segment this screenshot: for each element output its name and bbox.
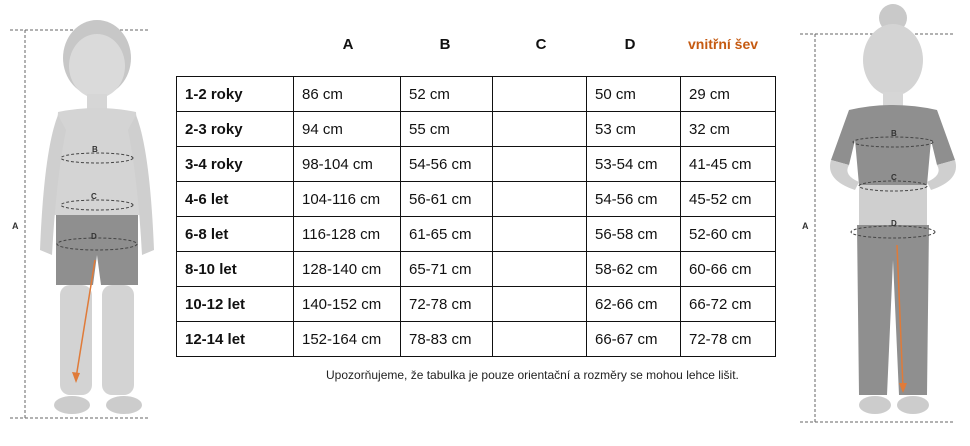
cell-b: 78-83 cm — [401, 322, 493, 357]
table-row — [177, 322, 776, 357]
table-row — [177, 112, 776, 147]
size-table-body — [177, 77, 776, 357]
cell-b: 52 cm — [401, 77, 493, 112]
cell-d: 50 cm — [587, 77, 681, 112]
cell-inseam: 66-72 cm — [681, 287, 776, 322]
cell-inseam: 60-66 cm — [681, 252, 776, 287]
cell-c — [493, 112, 587, 147]
cell-a: 152-164 cm — [294, 322, 401, 357]
cell-inseam: 45-52 cm — [681, 182, 776, 217]
label-c-left: C — [91, 192, 97, 201]
column-header-b: B — [439, 36, 451, 53]
age-cell: 2-3 roky — [177, 112, 294, 147]
cell-inseam: 72-78 cm — [681, 322, 776, 357]
cell-inseam: 41-45 cm — [681, 147, 776, 182]
cell-a: 104-116 cm — [294, 182, 401, 217]
cell-a: 98-104 cm — [294, 147, 401, 182]
table-row — [177, 147, 776, 182]
label-b-right: B — [891, 129, 897, 138]
disclaimer-note: Upozorňujeme, že tabulka je pouze orientační a rozměry se mohou lehce lišit. — [326, 368, 739, 382]
table-row — [177, 217, 776, 252]
column-header-d: D — [624, 36, 636, 53]
cell-c — [493, 217, 587, 252]
age-cell: 10-12 let — [177, 287, 294, 322]
label-a-right: A — [802, 221, 809, 231]
cell-d: 53 cm — [587, 112, 681, 147]
column-header-inseam: vnitřní šev — [687, 36, 759, 52]
label-d-right: D — [891, 219, 897, 228]
cell-c — [493, 77, 587, 112]
age-cell: 3-4 roky — [177, 147, 294, 182]
girl-figure — [785, 0, 970, 446]
cell-a: 94 cm — [294, 112, 401, 147]
cell-b: 56-61 cm — [401, 182, 493, 217]
cell-b: 65-71 cm — [401, 252, 493, 287]
cell-b: 72-78 cm — [401, 287, 493, 322]
cell-inseam: 52-60 cm — [681, 217, 776, 252]
cell-b: 55 cm — [401, 112, 493, 147]
column-headers — [176, 36, 778, 58]
cell-d: 54-56 cm — [587, 182, 681, 217]
cell-d: 58-62 cm — [587, 252, 681, 287]
cell-c — [493, 287, 587, 322]
cell-a: 128-140 cm — [294, 252, 401, 287]
cell-b: 61-65 cm — [401, 217, 493, 252]
cell-a: 86 cm — [294, 77, 401, 112]
cell-a: 140-152 cm — [294, 287, 401, 322]
age-cell: 8-10 let — [177, 252, 294, 287]
boy-figure — [0, 0, 170, 446]
table-row — [177, 287, 776, 322]
column-header-c: C — [535, 36, 547, 53]
cell-c — [493, 182, 587, 217]
cell-d: 53-54 cm — [587, 147, 681, 182]
label-d-left: D — [91, 232, 97, 241]
column-header-a: A — [342, 36, 354, 53]
cell-b: 54-56 cm — [401, 147, 493, 182]
boy-illustration — [0, 0, 170, 446]
cell-c — [493, 322, 587, 357]
age-cell: 6-8 let — [177, 217, 294, 252]
cell-c — [493, 252, 587, 287]
cell-c — [493, 147, 587, 182]
label-c-right: C — [891, 173, 897, 182]
cell-inseam: 32 cm — [681, 112, 776, 147]
age-cell: 1-2 roky — [177, 77, 294, 112]
size-table — [176, 76, 776, 357]
age-cell: 12-14 let — [177, 322, 294, 357]
cell-d: 66-67 cm — [587, 322, 681, 357]
cell-inseam: 29 cm — [681, 77, 776, 112]
cell-d: 56-58 cm — [587, 217, 681, 252]
girl-illustration — [785, 0, 970, 446]
table-row — [177, 182, 776, 217]
cell-d: 62-66 cm — [587, 287, 681, 322]
table-row — [177, 77, 776, 112]
label-b-left: B — [92, 145, 98, 154]
table-row — [177, 252, 776, 287]
label-a-left: A — [12, 221, 19, 231]
age-cell: 4-6 let — [177, 182, 294, 217]
cell-a: 116-128 cm — [294, 217, 401, 252]
